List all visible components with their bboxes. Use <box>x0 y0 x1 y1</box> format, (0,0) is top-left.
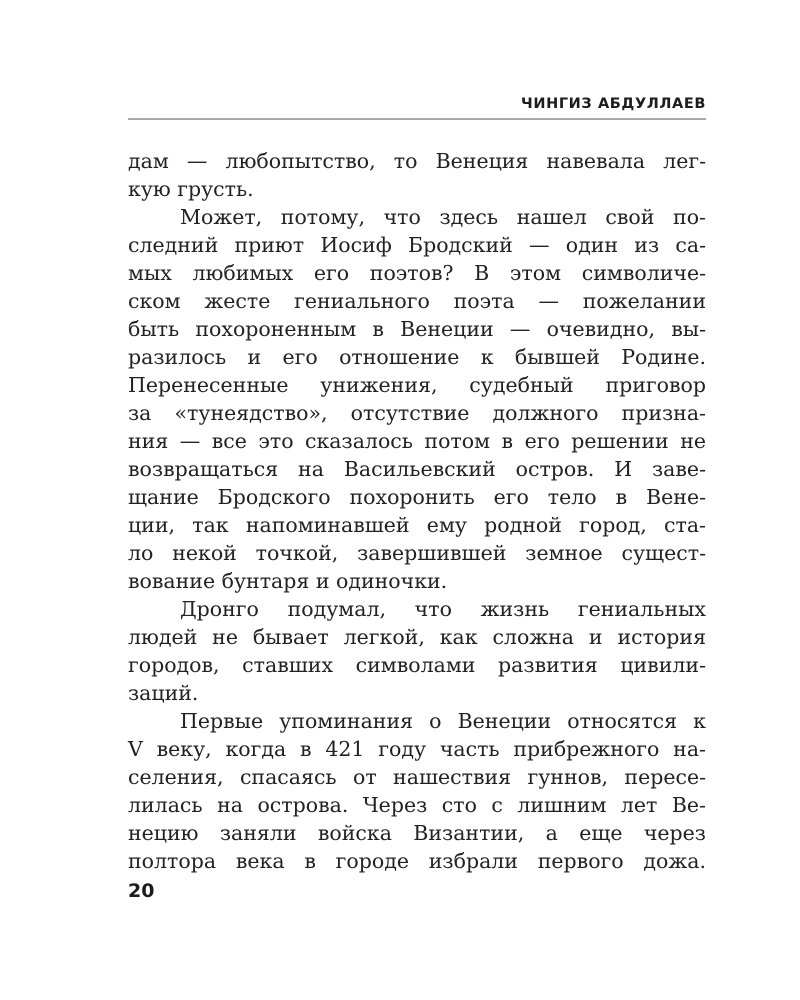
text-line: ции, так напоминавшей ему родной город, ста- <box>128 513 706 537</box>
text-line: заций. <box>128 681 199 705</box>
text-line: полтора века в городе избрали первого дожа. <box>128 849 706 873</box>
text-line: нецию заняли войска Византии, а еще через <box>128 821 706 845</box>
text-line: селения, спасаясь от нашествия гуннов, пересе- <box>128 765 706 789</box>
running-header <box>128 96 706 120</box>
text-line: V веку, когда в 421 году часть прибрежного на- <box>128 737 706 761</box>
text-line: Может, потому, что здесь нашел свой по- <box>180 205 706 229</box>
text-line: лилась на острова. Через сто с лишним лет Ве- <box>128 793 706 817</box>
text-line: ния — все это сказалось потом в его решении не <box>128 429 706 453</box>
text-line: Первые упоминания о Венеции относятся к <box>180 709 706 733</box>
author-name: ЧИНГИЗ АБДУЛЛАЕВ <box>521 96 706 112</box>
header-rule <box>128 118 706 120</box>
page-number: 20 <box>128 880 155 902</box>
text-line: возвращаться на Васильевский остров. И заве- <box>128 457 706 481</box>
text-line: быть похороненным в Венеции — очевидно, вы- <box>128 317 706 341</box>
text-line: Перенесенные унижения, судебный приговор <box>128 373 706 397</box>
text-line: дам — любопытство, то Венеция навевала лег- <box>128 149 706 173</box>
text-line: ло некой точкой, завершившей земное сущест- <box>128 541 706 565</box>
body-text <box>128 147 706 875</box>
text-line: Дронго подумал, что жизнь гениальных <box>180 597 706 621</box>
text-line: городов, ставших символами развития цивили- <box>128 653 706 677</box>
text-line: людей не бывает легкой, как сложна и история <box>128 625 706 649</box>
text-line: разилось и его отношение к бывшей Родине. <box>128 345 706 369</box>
text-line: следний приют Иосиф Бродский — один из са- <box>128 233 706 257</box>
text-line: вование бунтаря и одиночки. <box>128 569 448 593</box>
text-line: мых любимых его поэтов? В этом символиче- <box>128 261 706 285</box>
text-line: щание Бродского похоронить его тело в Вене- <box>128 485 706 509</box>
text-line: за «тунеядство», отсутствие должного призна- <box>128 401 706 425</box>
text-line: ском жесте гениального поэта — пожелании <box>128 289 706 313</box>
text-line: кую грусть. <box>128 177 254 201</box>
